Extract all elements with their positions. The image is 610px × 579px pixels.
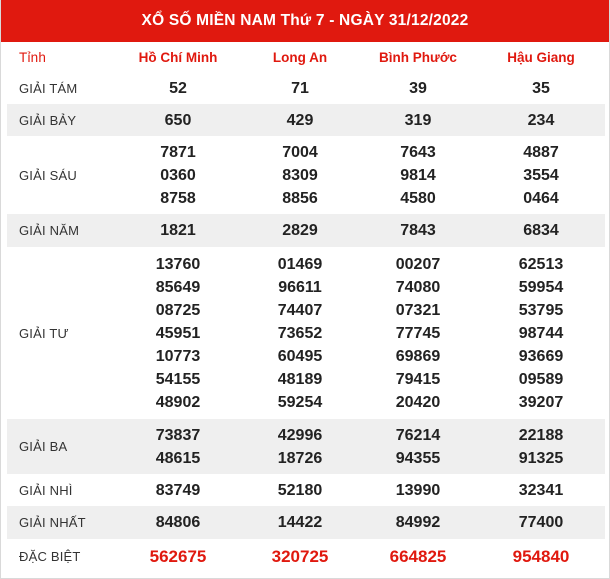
result-number: 8856: [282, 189, 318, 207]
result-number: 4580: [400, 189, 436, 207]
province-long-an[interactable]: Long An: [272, 49, 328, 65]
result-number: 48615: [155, 449, 201, 467]
result-number: 1821: [160, 222, 196, 239]
table-row-prize-5: [7, 214, 605, 247]
result-number: 14422: [277, 514, 323, 531]
result-number: 32341: [518, 481, 564, 499]
prize-special-label: ĐẶC BIỆT: [19, 548, 81, 564]
prize-special-binh-phuoc-cell: [359, 539, 477, 573]
result-number: 94355: [395, 449, 441, 467]
result-number: 07321: [395, 301, 441, 319]
prize-3-ho-chi-minh-cell: [115, 419, 241, 474]
result-number: 13760: [155, 255, 201, 273]
prize-special-hau-giang-cell: [477, 539, 605, 573]
result-number: 76214: [395, 426, 441, 444]
prize-6-label: GIẢI SÁU: [19, 167, 77, 183]
province-column-label: Tỉnh: [19, 49, 47, 65]
result-number: 84806: [155, 514, 201, 531]
result-number: 8758: [160, 189, 196, 207]
prize-1-long-an-cell: [241, 506, 359, 539]
table-row-prize-7: [7, 104, 605, 136]
result-number: 84992: [395, 514, 441, 531]
result-number: 52180: [277, 481, 323, 499]
prize-1-label: GIẢI NHẤT: [7, 506, 115, 539]
results-title: XỔ SỐ MIỀN NAM Thứ 7 - NGÀY 31/12/2022: [141, 12, 469, 29]
result-number: 01469: [277, 255, 323, 273]
result-number: 85649: [155, 278, 201, 296]
prize-7-label: GIẢI BẢY: [7, 104, 115, 136]
prize-4-binh-phuoc-cell: [359, 247, 477, 419]
result-number: 59254: [277, 393, 323, 411]
result-number: 45951: [155, 324, 201, 342]
prize-5-hau-giang-cell: [477, 214, 605, 247]
result-number: 39: [409, 79, 427, 97]
prize-6-binh-phuoc-cell: [359, 136, 477, 214]
table-row-prize-8: [7, 72, 605, 104]
result-number: 48189: [277, 370, 323, 388]
prize-2-ho-chi-minh-cell: [115, 474, 241, 506]
province-hau-giang[interactable]: Hậu Giang: [507, 49, 575, 65]
prize-3-long-an-cell: [241, 419, 359, 474]
prize-1-hau-giang-cell: [477, 506, 605, 539]
prize-special-ho-chi-minh-cell: [115, 539, 241, 573]
result-number: 39207: [518, 393, 564, 411]
prize-2-binh-phuoc-cell: [359, 474, 477, 506]
result-number: 54155: [155, 370, 201, 388]
result-number: 42996: [277, 426, 323, 444]
prize-2-hau-giang-cell: [477, 474, 605, 506]
prize-5-long-an-cell: [241, 214, 359, 247]
result-number: 77400: [518, 514, 564, 531]
prize-4-ho-chi-minh-cell: [115, 247, 241, 419]
result-number: 48902: [155, 393, 201, 411]
table-row-prize-6: [7, 136, 605, 214]
result-number: 2829: [282, 222, 318, 239]
result-number: 6834: [523, 222, 559, 239]
result-number: 319: [404, 111, 432, 129]
prize-6-ho-chi-minh-cell: [115, 136, 241, 214]
prize-8-hau-giang-cell: [477, 72, 605, 104]
result-number: 59954: [518, 278, 564, 296]
result-number: 62513: [518, 255, 564, 273]
prize-4-label: GIẢI TƯ: [19, 325, 69, 341]
prize-6-long-an-cell: [241, 136, 359, 214]
results-table: [7, 42, 605, 573]
result-number: 0464: [523, 189, 559, 207]
result-number: 4887: [523, 143, 559, 161]
prize-7-long-an-cell: [241, 104, 359, 136]
prize-3-hau-giang-cell: [477, 419, 605, 474]
prize-2-long-an-cell: [241, 474, 359, 506]
province-ho-chi-minh[interactable]: Hồ Chí Minh: [138, 49, 218, 65]
result-number: 83749: [155, 481, 201, 499]
prize-8-binh-phuoc-cell: [359, 72, 477, 104]
prize-5-binh-phuoc-cell: [359, 214, 477, 247]
result-number: 3554: [523, 166, 559, 184]
result-number: 22188: [518, 426, 564, 444]
prize-4-long-an-cell: [241, 247, 359, 419]
table-row-prize-3: [7, 419, 605, 474]
result-number: 73837: [155, 426, 201, 444]
result-number: 10773: [155, 347, 201, 365]
table-row-prize-special: [7, 539, 605, 573]
result-number: 20420: [395, 393, 441, 411]
result-number: 0360: [160, 166, 196, 184]
results-header: [1, 0, 609, 42]
prize-5-label: GIẢI NĂM: [7, 214, 115, 247]
prize-8-long-an-cell: [241, 72, 359, 104]
prize-3-binh-phuoc-cell: [359, 419, 477, 474]
prize-7-binh-phuoc-cell: [359, 104, 477, 136]
result-number: 98744: [518, 324, 564, 342]
result-number: 320725: [271, 546, 329, 566]
result-number: 74080: [395, 278, 441, 296]
result-number: 69869: [395, 347, 441, 365]
prize-3-label: GIẢI BA: [7, 419, 115, 474]
result-number: 00207: [395, 255, 441, 273]
prize-8-label: GIẢI TÁM: [19, 80, 78, 96]
result-number: 96611: [278, 278, 322, 296]
result-number: 7004: [282, 143, 318, 161]
prize-special-long-an-cell: [241, 539, 359, 573]
prize-7-ho-chi-minh-cell: [115, 104, 241, 136]
prize-5-ho-chi-minh-cell: [115, 214, 241, 247]
result-number: 18726: [277, 449, 323, 467]
province-binh-phuoc[interactable]: Bình Phước: [379, 49, 457, 65]
result-number: 7843: [400, 222, 436, 239]
result-number: 664825: [389, 546, 447, 566]
result-number: 60495: [277, 347, 323, 365]
prize-8-ho-chi-minh-cell: [115, 72, 241, 104]
prize-1-binh-phuoc-cell: [359, 506, 477, 539]
result-number: 73652: [277, 324, 323, 342]
table-row-prize-1: [7, 506, 605, 539]
result-number: 93669: [518, 347, 564, 365]
result-number: 79415: [395, 370, 441, 388]
result-number: 7643: [400, 143, 436, 161]
result-number: 91325: [518, 449, 564, 467]
prize-2-label: GIẢI NHÌ: [19, 482, 73, 498]
result-number: 53795: [518, 301, 564, 319]
result-number: 08725: [155, 301, 201, 319]
prize-6-hau-giang-cell: [477, 136, 605, 214]
result-number: 234: [527, 111, 555, 129]
table-row-prize-2: [7, 474, 605, 506]
result-number: 13990: [395, 481, 441, 499]
result-number: 8309: [282, 166, 318, 184]
result-number: 35: [532, 79, 550, 97]
result-number: 7871: [160, 143, 196, 161]
result-number: 954840: [512, 546, 570, 566]
prize-4-hau-giang-cell: [477, 247, 605, 419]
result-number: 52: [169, 79, 187, 97]
prize-7-hau-giang-cell: [477, 104, 605, 136]
result-number: 9814: [400, 166, 436, 184]
result-number: 09589: [518, 370, 564, 388]
prize-1-ho-chi-minh-cell: [115, 506, 241, 539]
result-number: 429: [286, 111, 314, 129]
table-header-row: [7, 42, 605, 72]
result-number: 77745: [395, 324, 441, 342]
result-number: 71: [291, 79, 309, 97]
result-number: 74407: [277, 301, 323, 319]
result-number: 650: [164, 111, 192, 129]
result-number: 562675: [149, 546, 207, 566]
table-row-prize-4: [7, 247, 605, 419]
